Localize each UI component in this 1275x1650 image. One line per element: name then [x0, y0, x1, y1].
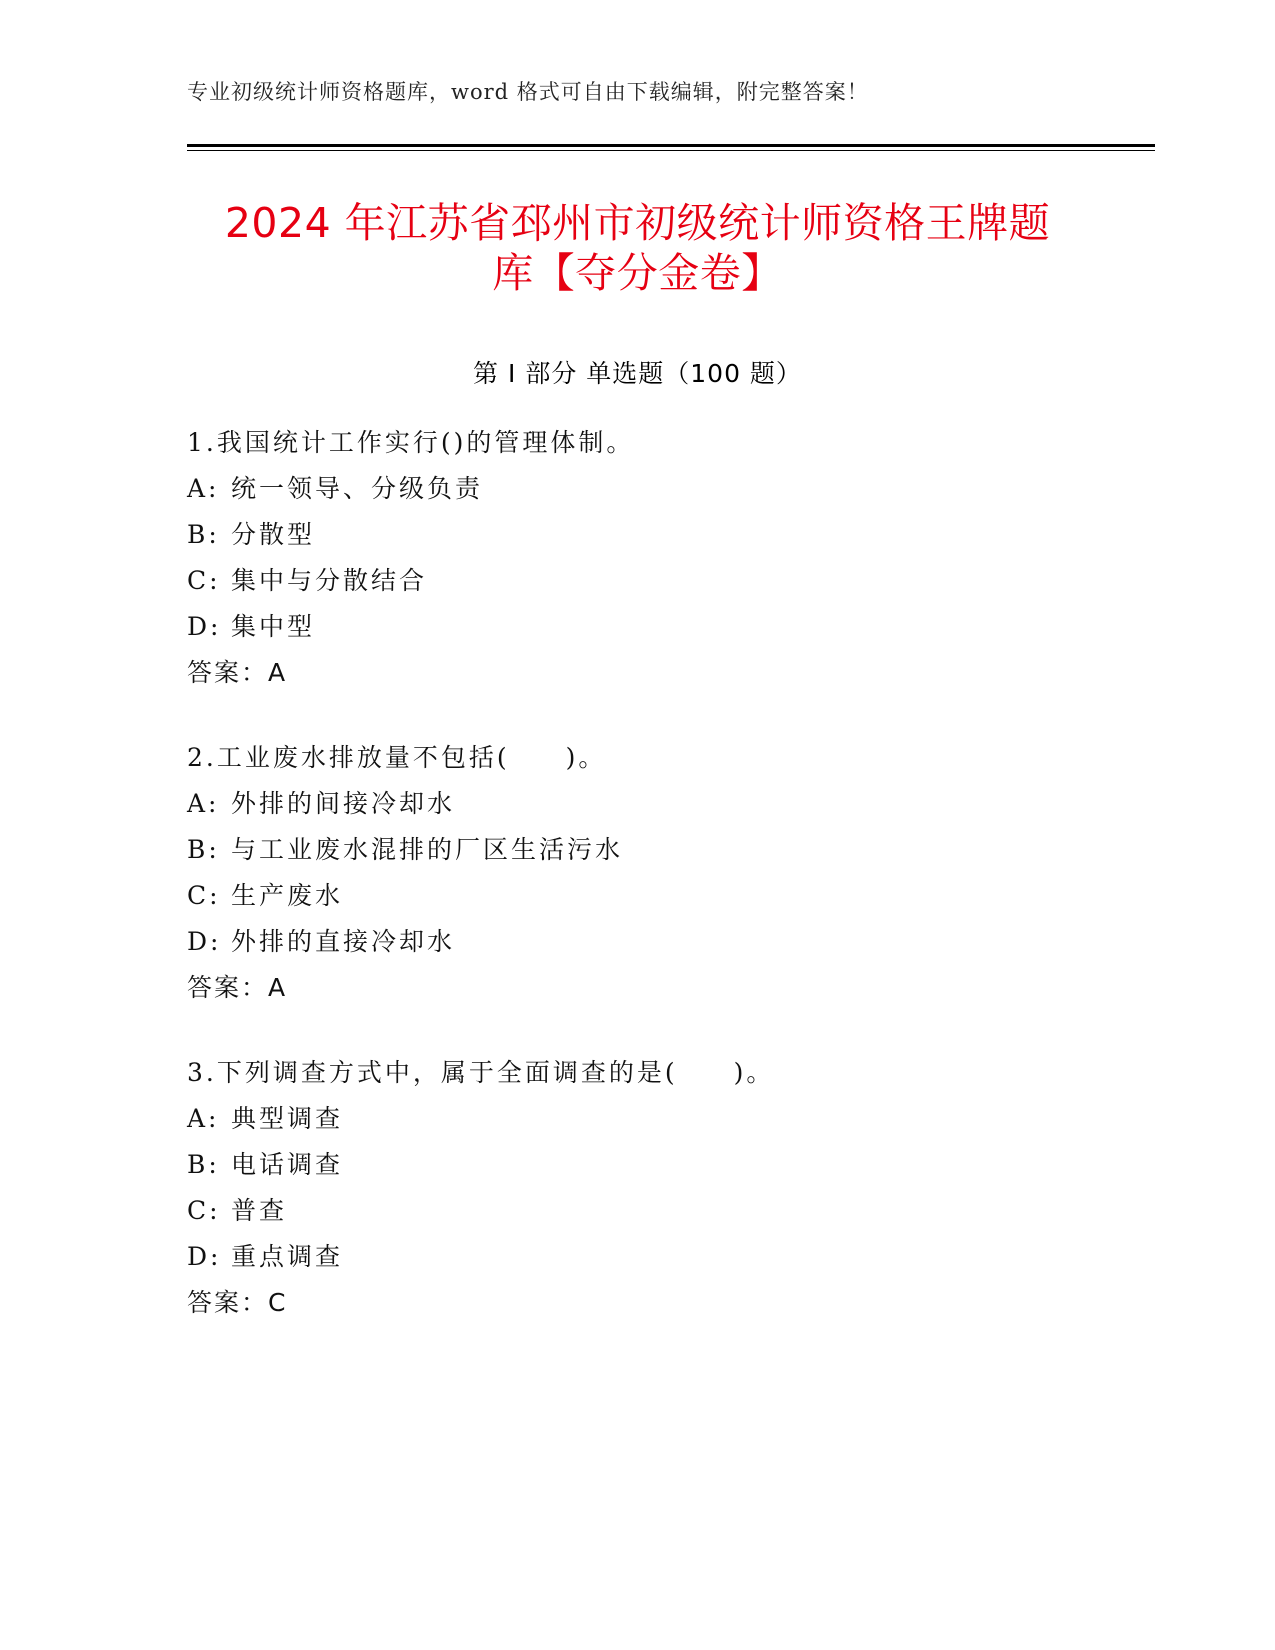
option-key: C: — [187, 1196, 221, 1225]
option-c — [187, 558, 1087, 604]
header-rule-thick — [187, 144, 1155, 147]
question-2 — [187, 735, 1087, 1011]
document-title — [160, 198, 1115, 298]
option-key: D: — [187, 1242, 222, 1271]
option-key: A: — [187, 474, 220, 503]
option-a — [187, 781, 1087, 827]
answer: 答案：C — [187, 1288, 288, 1317]
section-heading: 第 I 部分 单选题（100 题） — [473, 359, 802, 388]
option-a — [187, 466, 1087, 512]
option-c — [187, 1188, 1087, 1234]
option-d — [187, 604, 1087, 650]
option-text: 集中型 — [231, 612, 316, 641]
option-key: C: — [187, 881, 221, 910]
option-key: B: — [187, 520, 220, 549]
header-note: 专业初级统计师资格题库，word 格式可自由下载编辑，附完整答案！ — [187, 80, 869, 104]
option-text: 电话调查 — [231, 1150, 344, 1179]
option-key: A: — [187, 789, 220, 818]
option-text: 与工业废水混排的厂区生活污水 — [231, 835, 624, 864]
option-text: 外排的直接冷却水 — [231, 927, 456, 956]
option-c — [187, 873, 1087, 919]
title-line-2: 库【夺分金卷】 — [492, 249, 783, 297]
question-stem: 3.下列调查方式中，属于全面调查的是( )。 — [187, 1058, 775, 1087]
option-d — [187, 1234, 1087, 1280]
option-text: 普查 — [231, 1196, 288, 1225]
answer: 答案：A — [187, 658, 288, 687]
option-a — [187, 1096, 1087, 1142]
option-key: A: — [187, 1104, 220, 1133]
option-text: 外排的间接冷却水 — [231, 789, 456, 818]
header-rule-thin — [187, 150, 1155, 151]
option-key: C: — [187, 566, 221, 595]
option-text: 分散型 — [231, 520, 316, 549]
option-key: B: — [187, 835, 220, 864]
option-b — [187, 512, 1087, 558]
option-text: 生产废水 — [231, 881, 344, 910]
option-d — [187, 919, 1087, 965]
question-1 — [187, 420, 1087, 696]
option-text: 典型调查 — [231, 1104, 344, 1133]
question-3 — [187, 1050, 1087, 1326]
answer: 答案：A — [187, 973, 288, 1002]
option-b — [187, 827, 1087, 873]
title-line-1: 2024 年江苏省邳州市初级统计师资格王牌题 — [224, 199, 1051, 247]
option-key: B: — [187, 1150, 220, 1179]
question-stem: 2.工业废水排放量不包括( )。 — [187, 743, 607, 772]
option-text: 重点调查 — [231, 1242, 344, 1271]
option-b — [187, 1142, 1087, 1188]
question-stem: 1.我国统计工作实行()的管理体制。 — [187, 428, 635, 457]
option-text: 统一领导、分级负责 — [231, 474, 484, 503]
option-key: D: — [187, 927, 222, 956]
option-text: 集中与分散结合 — [231, 566, 428, 595]
option-key: D: — [187, 612, 222, 641]
